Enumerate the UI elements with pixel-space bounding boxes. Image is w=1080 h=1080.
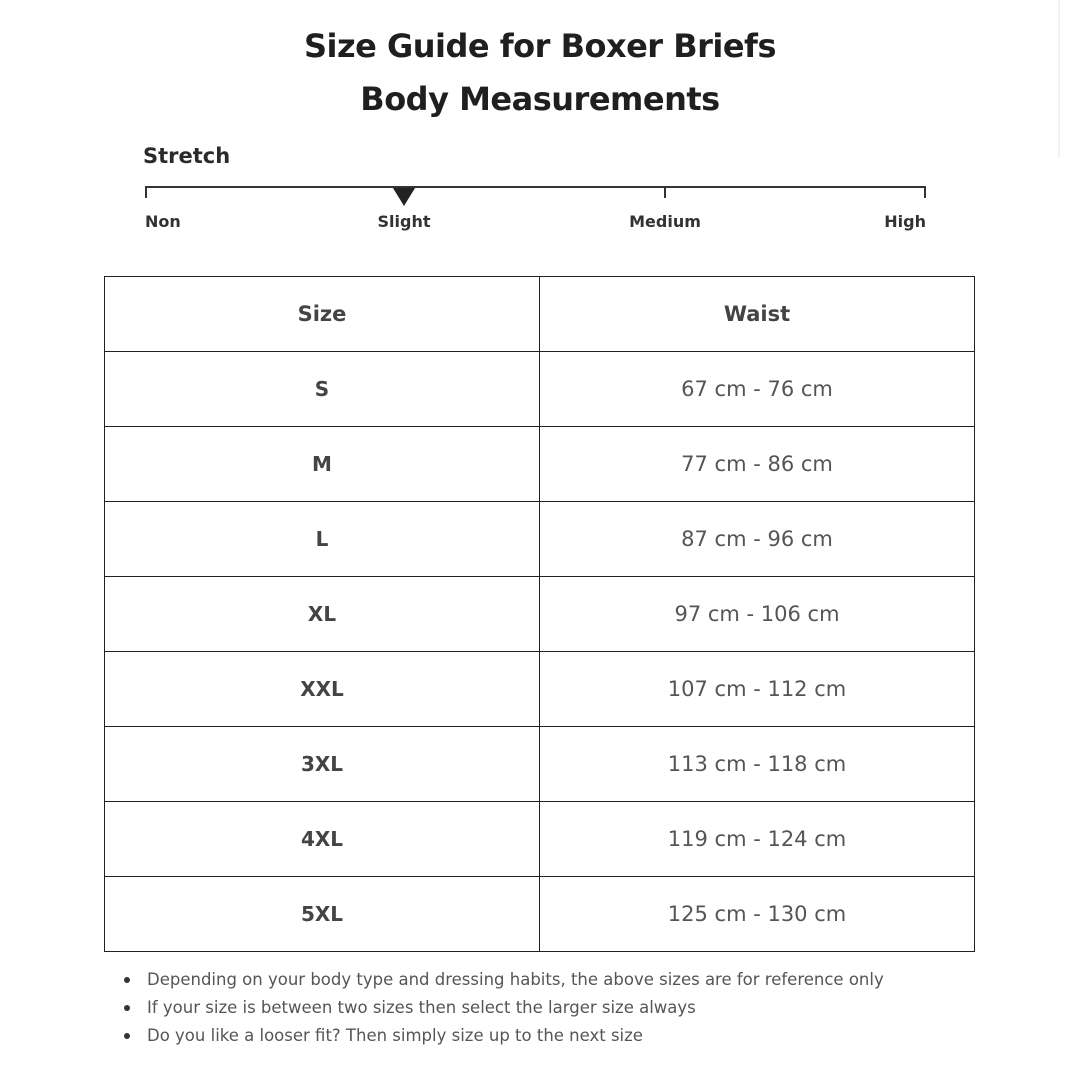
header-size: Size (105, 277, 540, 352)
table-row (105, 427, 975, 502)
note-item: Depending on your body type and dressing habits, the above sizes are for reference only (124, 968, 884, 996)
table-header-row (105, 277, 975, 352)
size-table (104, 276, 975, 952)
size-cell: S (105, 352, 540, 427)
stretch-level-high: High (884, 212, 926, 231)
note-item: If your size is between two sizes then select the larger size always (124, 996, 884, 1024)
page-title: Size Guide for Boxer Briefs (303, 27, 777, 65)
table-row (105, 652, 975, 727)
edge-divider (1058, 0, 1060, 158)
size-cell: XL (105, 577, 540, 652)
waist-cell: 119 cm - 124 cm (540, 802, 975, 877)
stretch-level-medium: Medium (629, 212, 701, 231)
size-cell: 3XL (105, 727, 540, 802)
waist-cell: 87 cm - 96 cm (540, 502, 975, 577)
waist-cell: 77 cm - 86 cm (540, 427, 975, 502)
size-cell: XXL (105, 652, 540, 727)
waist-cell: 113 cm - 118 cm (540, 727, 975, 802)
table-row (105, 727, 975, 802)
table-row (105, 352, 975, 427)
size-cell: M (105, 427, 540, 502)
stretch-tick-non (145, 186, 147, 198)
stretch-tick-high (924, 186, 926, 198)
note-item: Do you like a looser fit? Then simply size up to the next size (124, 1024, 884, 1052)
stretch-tick-medium (664, 186, 666, 198)
stretch-level-slight: Slight (377, 212, 431, 231)
size-cell: 5XL (105, 877, 540, 952)
waist-cell: 67 cm - 76 cm (540, 352, 975, 427)
waist-cell: 125 cm - 130 cm (540, 877, 975, 952)
header-waist: Waist (540, 277, 975, 352)
notes-list (124, 968, 884, 1052)
table-row (105, 877, 975, 952)
stretch-marker-icon (393, 188, 415, 206)
stretch-label: Stretch (143, 144, 231, 168)
stretch-level-non: Non (145, 212, 181, 231)
table-row (105, 502, 975, 577)
size-cell: L (105, 502, 540, 577)
size-cell: 4XL (105, 802, 540, 877)
waist-cell: 97 cm - 106 cm (540, 577, 975, 652)
table-row (105, 802, 975, 877)
waist-cell: 107 cm - 112 cm (540, 652, 975, 727)
page-subtitle: Body Measurements (360, 80, 720, 118)
table-row (105, 577, 975, 652)
stretch-scale-line (145, 186, 926, 188)
